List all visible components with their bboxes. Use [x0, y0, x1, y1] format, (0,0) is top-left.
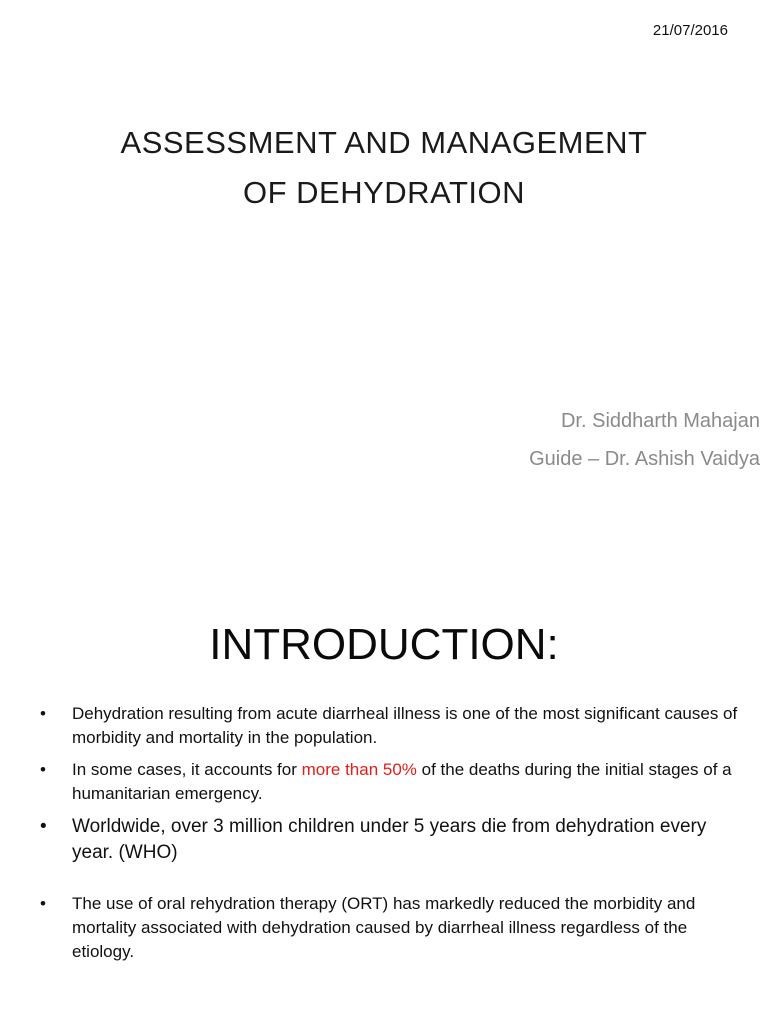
slide-date: 21/07/2016 — [652, 22, 728, 39]
bullet-item — [40, 758, 740, 806]
author-block — [529, 402, 760, 478]
bullet-point: • — [40, 894, 46, 913]
guide-name: Guide – Dr. Ashish Vaidya — [529, 448, 760, 470]
bullet-text: Dehydration resulting from acute diarrheal illness is one of the most significant causes of morbidity and mortality in the population. — [72, 704, 738, 747]
bullet-text: The use of oral rehydration therapy (ORT) has markedly reduced the morbidity and mortality associated with dehydration caused by diarrheal illness regardless of the etiology. — [72, 894, 696, 961]
bullet-item — [40, 702, 740, 750]
introduction-bullet-list — [40, 702, 740, 964]
bullet-point: • — [40, 760, 46, 779]
author-name: Dr. Siddharth Mahajan — [560, 410, 760, 432]
introduction-heading: INTRODUCTION: — [209, 620, 559, 669]
bullet-text: Worldwide, over 3 million children under 5 years die from dehydration every year. (WHO) — [72, 816, 707, 863]
bullet-highlight: more than 50% — [301, 760, 417, 779]
title-line-2: OF DEHYDRATION — [243, 175, 525, 210]
bullet-item — [40, 814, 740, 866]
slide-title — [0, 118, 768, 218]
bullet-text-before: In some cases, it accounts for — [72, 760, 302, 779]
bullet-point: • — [40, 816, 47, 837]
bullet-item — [40, 892, 740, 964]
bullet-point: • — [40, 704, 46, 723]
bullet-text-after: of the deaths during the initial stages of a humanitarian emergency. — [72, 760, 732, 803]
title-line-1: ASSESSMENT AND MANAGEMENT — [120, 125, 648, 160]
